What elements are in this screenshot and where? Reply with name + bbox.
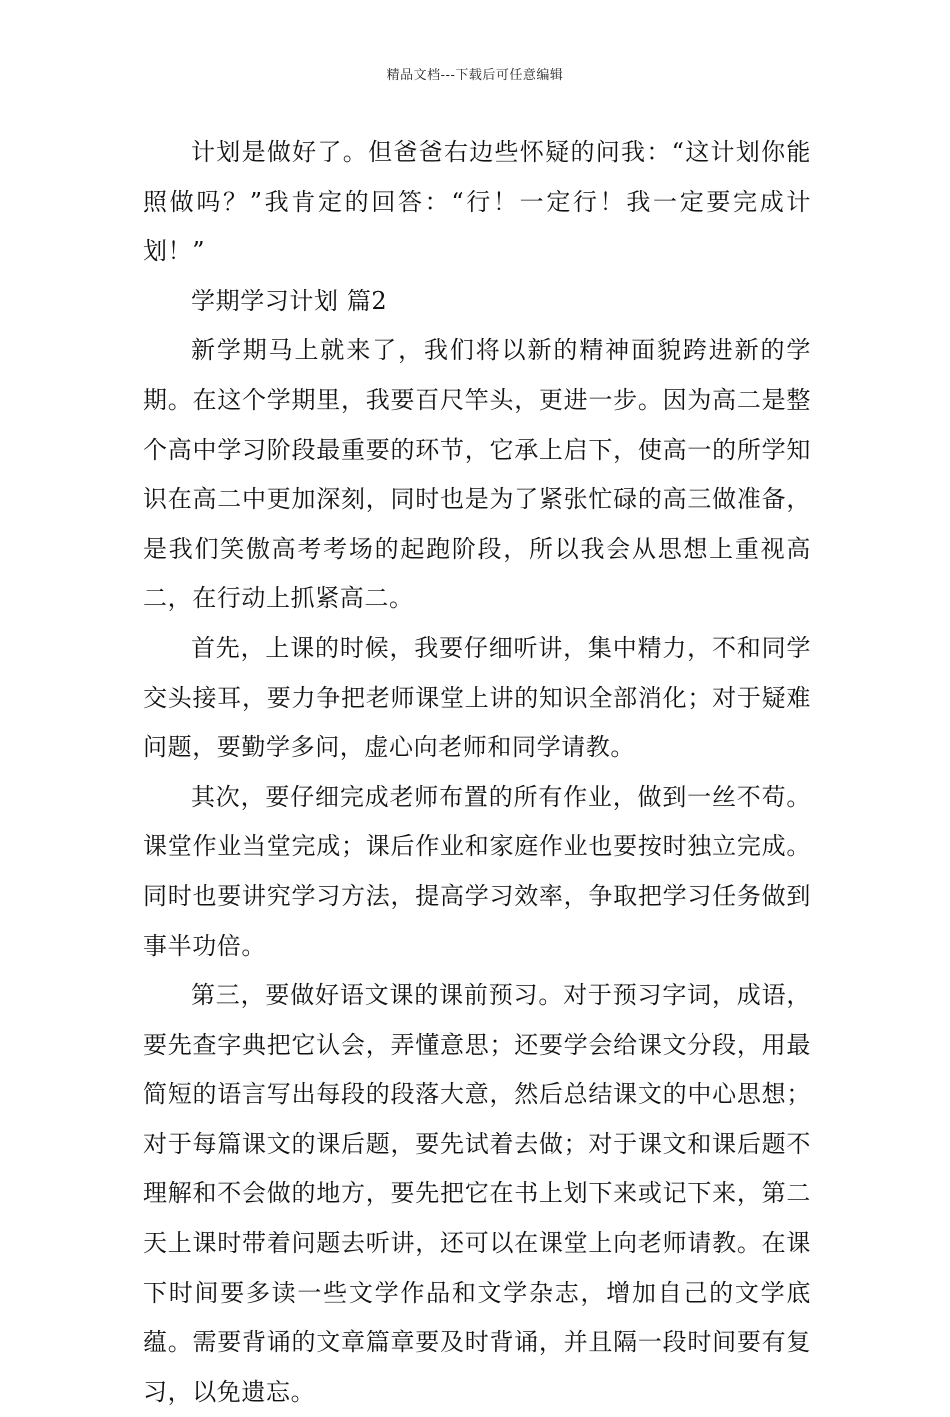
paragraph-first: 首先，上课的时候，我要仔细听讲，集中精力，不和同学交头接耳，要力争把老师课堂上讲的知识全部消化；对于疑难问题，要勤学多问，虚心向老师和同学请教。 <box>143 633 811 762</box>
document-body <box>143 128 811 1417</box>
paragraph-plan-confirmation: 计划是做好了。但爸爸右边些怀疑的问我：“这计划你能照做吗？”我肯定的回答：“行！一定行！我一定要完成计划！” <box>143 138 811 266</box>
section-heading: 学期学习计划 篇2 <box>191 286 388 315</box>
paragraph-third: 第三，要做好语文课的课前预习。对于预习字词，成语，要先查字典把它认会，弄懂意思；还要学会给课文分段，用最简短的语言写出每段的段落大意，然后总结课文的中心思想；对于每篇课文的课后题，要先试着去做；对于课文和课后题不理解和不会做的地方，要先把它在书上划下来或记下来，第二天上课时带着问题去听讲，还可以在课堂上向老师请教。在课下时间要多读一些文学作品和文学杂志，增加自己的文学底蕴。需要背诵的文章篇章要及时背诵，并且隔一段时间要有复习，以免遗忘。 <box>143 981 811 1406</box>
paragraph-second: 其次，要仔细完成老师布置的所有作业，做到一丝不苟。课堂作业当堂完成；课后作业和家庭作业也要按时独立完成。同时也要讲究学习方法，提高学习效率，争取把学习任务做到事半功倍。 <box>143 782 811 960</box>
paragraph-intro: 新学期马上就来了，我们将以新的精神面貌跨进新的学期。在这个学期里，我要百尺竿头，更进一步。因为高二是整个高中学习阶段最重要的环节，它承上启下，使高一的所学知识在高二中更加深刻，同时也是为了紧张忙碌的高三做准备，是我们笑傲高考考场的起跑阶段，所以我会从思想上重视高二，在行动上抓紧高二。 <box>143 336 811 613</box>
page-header: 精品文档---下载后可任意编辑 <box>386 68 564 83</box>
